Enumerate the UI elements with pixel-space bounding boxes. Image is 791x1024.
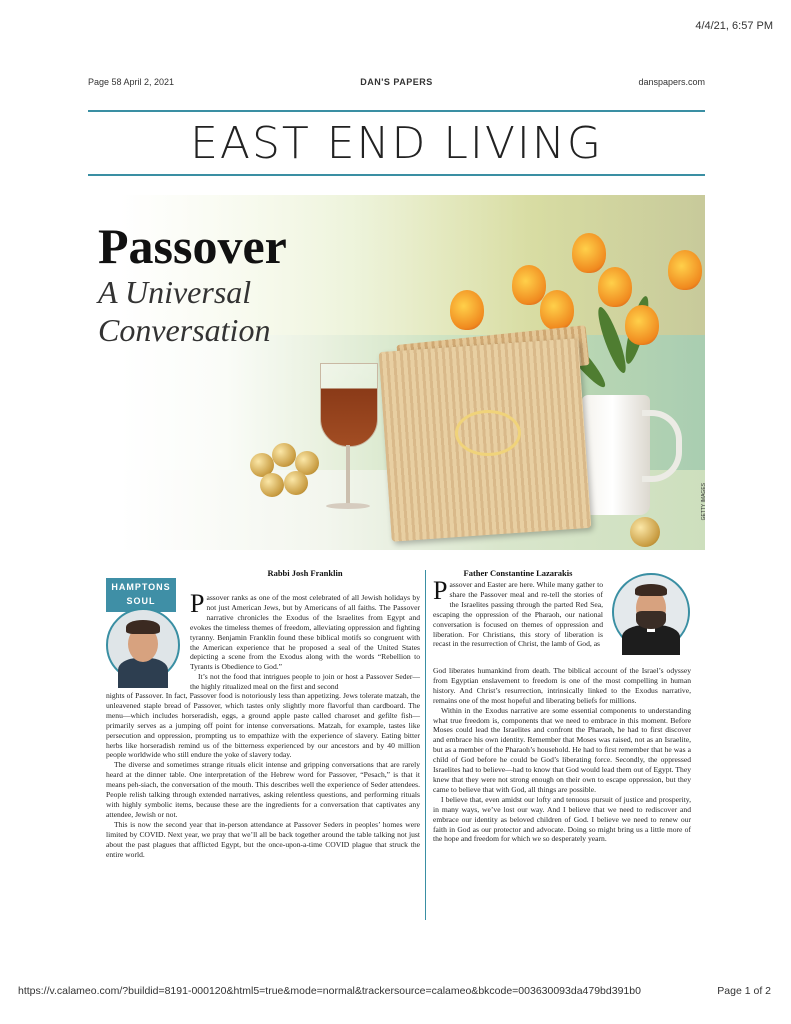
gold-walnut bbox=[630, 517, 660, 547]
article2-body bbox=[433, 666, 691, 844]
article2-p1: assover and Easter are here. While many gather to share the Passover meal and re-tell the stories of the Israelites passing through the parted Red Sea, escaping the oppression of the Pharaoh, our national conversation is focused on themes of oppression and liberation. For Christians, this story of liberation is recast in the resurrection of Christ, the lamb of God, as bbox=[433, 580, 603, 649]
article2-byline: Father Constantine Lazarakis bbox=[463, 568, 573, 578]
tulip-flower bbox=[540, 290, 574, 330]
article2-p1-cont: God liberates humankind from death. The biblical account of the Israel’s odyssey from Egyptian enslavement to freedom is one of the most compelling in human history. And Christ’s resurrection, intrinsically linked to the Exodus narrative, remains one of the most hopeful and liberating beliefs for millions. bbox=[433, 666, 691, 705]
photo-credit: GETTY IMAGES bbox=[701, 482, 707, 520]
avatar-rabbi bbox=[106, 608, 180, 682]
print-timestamp: 4/4/21, 6:57 PM bbox=[695, 20, 773, 32]
article1-byline: Rabbi Josh Franklin bbox=[267, 568, 343, 578]
badge-line2: SOUL bbox=[126, 596, 156, 606]
publication-name: DAN'S PAPERS bbox=[360, 77, 433, 87]
avatar-hair bbox=[635, 584, 667, 596]
gold-ribbon bbox=[455, 410, 521, 456]
article2-intro bbox=[433, 576, 603, 649]
badge-line1: HAMPTONS bbox=[111, 582, 171, 592]
gold-walnut bbox=[260, 473, 284, 497]
avatar-hair bbox=[126, 620, 160, 634]
white-pitcher bbox=[582, 395, 650, 515]
article1-p2-lead: It’s not the food that intrigues people to join or host a Passover Seder—the highly ritualized meal on the first and second bbox=[190, 672, 420, 692]
section-title: EAST END LIVING bbox=[190, 118, 603, 169]
feature-subtitle-line1: A Universal bbox=[98, 274, 252, 310]
avatar-body bbox=[118, 658, 168, 688]
column-divider bbox=[425, 570, 426, 920]
article1-drop-cap: P bbox=[190, 589, 205, 618]
tulip-flower bbox=[625, 305, 659, 345]
walnut-bowl bbox=[240, 435, 335, 505]
wine-glass-stem bbox=[346, 445, 350, 505]
feature-title: Passover bbox=[98, 218, 287, 274]
article1-p4: This is now the second year that in-person attendance at Passover Seders in peoples’ homes were limited by COVID. Next year, we pray that we’ll all be back together around the table talking not just about the past plagues that afflicted Egypt, but the once-upon-a-time COVID plague that struck the entire world. bbox=[106, 819, 420, 859]
hero-image bbox=[98, 195, 707, 550]
article1-p1: assover ranks as one of the most celebrated of all Jewish holidays by not just American Jews, but by Americans of all faiths. The Passover narrative chronicles the Exodus of the Israelites from Egypt and evokes the timeless themes of freedom, alleviating oppression and fighting tyranny. Benjamin Franklin found these biblical motifs so congruent with the American experience that he proposed a seal of the United States depicting a scene from the Exodus along with the words “Rebellion to Tyrants is Obedience to God.” bbox=[190, 593, 420, 672]
article1-p2: nights of Passover. In fact, Passover food is notoriously less than appetizing. Jews tolerate matzah, the unleavened staple bread of Passover, which tastes only slightly more flavorful than cardboard. The menu—which includes horseradish, eggs, a ground apple paste called charoset and gefilte fish—primarily serves as a jumping off point for intense conversations. Matzah, for example, tastes like persecution and oppression, prompting us to empathize with the experience of slavery. Eating bitter herbs like horseradish remind us of the bitterness experienced by our ancestors and by 40 million people worldwide who still endure the yoke of slavery today. bbox=[106, 691, 420, 760]
article2-drop-cap: P bbox=[433, 576, 448, 605]
top-rule bbox=[88, 110, 705, 112]
feature-subtitle bbox=[98, 273, 270, 349]
tulip-flower bbox=[572, 233, 606, 273]
article1-p3: The diverse and sometimes strange rituals elicit intense and gripping conversations that are rarely heard at the dinner table. One interpretation of the Hebrew word for Passover, “Pesach,” is that it means peh-siach, the conversation of the mouth. This describes well the experience of Seder attendees. People relish talking through extended narratives, asking relentless questions, and performing rituals with highly symbolic items, because these are the ingredients for a conversation that captivates any attendee, Jewish or not. bbox=[106, 760, 420, 819]
article1-body bbox=[106, 691, 420, 859]
avatar-beard bbox=[636, 611, 666, 629]
tulip-flower bbox=[668, 250, 702, 290]
tulip-flower bbox=[598, 267, 632, 307]
tulip-flower bbox=[450, 290, 484, 330]
article1-intro bbox=[190, 589, 420, 692]
article2-p3: I believe that, even amidst our lofty and tenuous pursuit of justice and prosperity, in many ways, we’ve lost our way. And I believe that we need to rediscover and embrace our identity as beloved children of God. I believe we need to renew our faith in God as our protector and advocate. Doing so might bring us a little more of the hope and freedom for which we so desperately yearn. bbox=[433, 794, 691, 844]
page-header bbox=[88, 77, 705, 91]
tulip-flower bbox=[512, 265, 546, 305]
footer-url: https://v.calameo.com/?buildid=8191-000120&html5=true&mode=normal&trackersource=calameo&bkcode=003630093da479bd391b0 bbox=[18, 985, 641, 997]
column-badge bbox=[106, 578, 176, 612]
footer-page-count: Page 1 of 2 bbox=[717, 985, 771, 997]
avatar-father bbox=[612, 573, 690, 651]
publication-site: danspapers.com bbox=[638, 77, 705, 87]
page-number-date: Page 58 April 2, 2021 bbox=[88, 77, 175, 87]
gold-walnut bbox=[284, 471, 308, 495]
feature-subtitle-line2: Conversation bbox=[98, 312, 271, 348]
gold-walnut bbox=[272, 443, 296, 467]
article2-p2: Within in the Exodus narrative are some essential components to understanding what true freedom is, components that we need to embrace in this moment. Before Moses could lead the Israelites and confront the Pharaoh, he had to first discover and embrace his own identity. Remember that Moses was raised, not as an Israelite, but as a member of the Pharaoh’s household. He had to first remember that he was a child of God before he could be God’s liberating force. Secondly, the oppressed Israelites had to believe—had to know that God would lead them out of Egypt. They knew that they were not strong enough on their own to escape oppression, but they came to believe that with God, all things are possible. bbox=[433, 705, 691, 794]
section-rule bbox=[88, 174, 705, 176]
